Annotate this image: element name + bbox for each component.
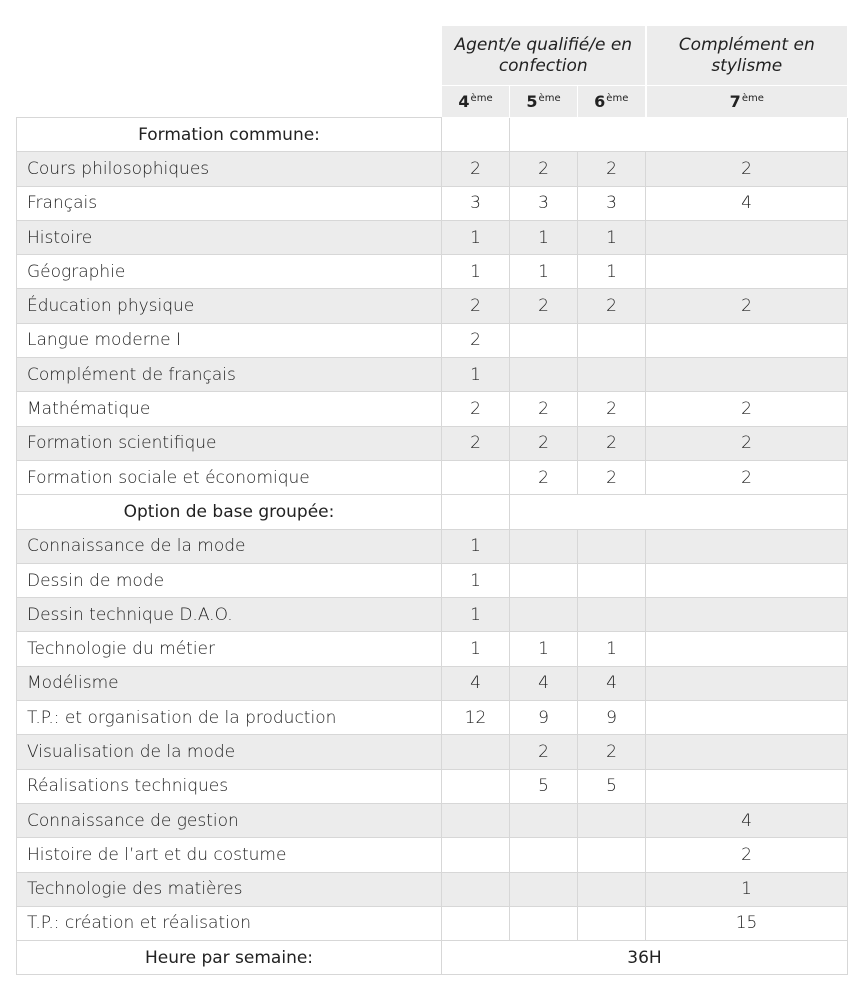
hours-cell-year-5: 9 [510, 701, 578, 735]
total-row [17, 941, 848, 975]
subject-label: Modélisme [17, 666, 442, 700]
table-row [17, 906, 848, 940]
hours-cell-year-6: 2 [578, 289, 646, 323]
hours-cell-year-4: 4 [442, 666, 510, 700]
subject-label: Éducation physique [17, 289, 442, 323]
header-blank-2 [17, 86, 442, 118]
hours-cell-year-5 [510, 838, 578, 872]
hours-cell-year-6: 4 [578, 666, 646, 700]
hours-cell-year-5 [510, 358, 578, 392]
table-row [17, 598, 848, 632]
table-row [17, 838, 848, 872]
subject-label: Formation scientifique [17, 426, 442, 460]
table-row [17, 255, 848, 289]
table-row [17, 701, 848, 735]
hours-cell-year-6: 1 [578, 632, 646, 666]
year-header-5 [510, 86, 578, 118]
hours-cell-year-7: 4 [646, 186, 848, 220]
hours-cell-year-7 [646, 323, 848, 357]
hours-cell-year-7 [646, 563, 848, 597]
table-row [17, 358, 848, 392]
hours-cell-year-6: 9 [578, 701, 646, 735]
hours-cell-year-5 [510, 563, 578, 597]
subject-label: Histoire [17, 220, 442, 254]
section-heading: Formation commune: [17, 118, 442, 152]
hours-cell-year-7 [646, 735, 848, 769]
year-suffix: ème [741, 93, 764, 104]
year-suffix: ème [470, 93, 493, 104]
hours-cell-year-7 [646, 220, 848, 254]
hours-cell-year-4: 1 [442, 598, 510, 632]
hours-cell-year-7: 1 [646, 872, 848, 906]
hours-cell-year-6 [578, 358, 646, 392]
hours-cell-year-5: 2 [510, 460, 578, 494]
hours-cell-year-7 [646, 529, 848, 563]
hours-cell-year-4: 3 [442, 186, 510, 220]
subject-label: Visualisation de la mode [17, 735, 442, 769]
hours-cell-year-6 [578, 323, 646, 357]
table-row [17, 872, 848, 906]
hours-cell-year-4 [442, 838, 510, 872]
subject-label: Histoire de l’art et du costume [17, 838, 442, 872]
table-row [17, 289, 848, 323]
subject-label: Dessin technique D.A.O. [17, 598, 442, 632]
year-number: 5 [526, 92, 538, 111]
section-row [17, 495, 848, 529]
year-header-7 [646, 86, 848, 118]
year-header-4 [442, 86, 510, 118]
subject-label: Géographie [17, 255, 442, 289]
table-body [17, 118, 848, 975]
hours-cell-year-5: 3 [510, 186, 578, 220]
section-heading: Option de base groupée: [17, 495, 442, 529]
empty-cell [442, 495, 510, 529]
hours-cell-year-5: 5 [510, 769, 578, 803]
hours-cell-year-4: 2 [442, 392, 510, 426]
hours-cell-year-6 [578, 906, 646, 940]
hours-cell-year-6 [578, 838, 646, 872]
table-row [17, 632, 848, 666]
hours-cell-year-6 [578, 529, 646, 563]
hours-cell-year-7: 2 [646, 289, 848, 323]
hours-cell-year-4: 2 [442, 289, 510, 323]
year-suffix: ème [606, 93, 629, 104]
year-number: 4 [458, 92, 470, 111]
hours-cell-year-6: 1 [578, 255, 646, 289]
empty-cell [510, 118, 848, 152]
subject-label: Mathématique [17, 392, 442, 426]
table-row [17, 735, 848, 769]
subject-label: Technologie du métier [17, 632, 442, 666]
hours-cell-year-5: 2 [510, 152, 578, 186]
subject-label: Technologie des matières [17, 872, 442, 906]
hours-cell-year-7 [646, 358, 848, 392]
subject-label: Dessin de mode [17, 563, 442, 597]
hours-cell-year-4 [442, 769, 510, 803]
hours-cell-year-7 [646, 701, 848, 735]
total-hours-value: 36H [442, 941, 848, 975]
hours-cell-year-5 [510, 529, 578, 563]
hours-cell-year-6 [578, 598, 646, 632]
table-row [17, 563, 848, 597]
hours-cell-year-6 [578, 803, 646, 837]
hours-cell-year-4 [442, 735, 510, 769]
table-row [17, 186, 848, 220]
hours-cell-year-5 [510, 906, 578, 940]
table-row [17, 803, 848, 837]
hours-cell-year-7: 2 [646, 426, 848, 460]
hours-cell-year-5: 1 [510, 220, 578, 254]
hours-cell-year-6 [578, 872, 646, 906]
hours-cell-year-4: 1 [442, 358, 510, 392]
hours-cell-year-6: 2 [578, 735, 646, 769]
hours-cell-year-5 [510, 803, 578, 837]
hours-cell-year-6 [578, 563, 646, 597]
table-row [17, 460, 848, 494]
hours-cell-year-4: 2 [442, 323, 510, 357]
subject-label: Connaissance de la mode [17, 529, 442, 563]
hours-cell-year-4 [442, 872, 510, 906]
hours-cell-year-6: 3 [578, 186, 646, 220]
hours-cell-year-4 [442, 460, 510, 494]
hours-cell-year-6: 1 [578, 220, 646, 254]
subject-label: Complément de français [17, 358, 442, 392]
hours-cell-year-5 [510, 598, 578, 632]
subject-label: T.P.: et organisation de la production [17, 701, 442, 735]
hours-cell-year-6: 2 [578, 460, 646, 494]
year-header-6 [578, 86, 646, 118]
subject-label: T.P.: création et réalisation [17, 906, 442, 940]
hours-cell-year-5 [510, 872, 578, 906]
hours-cell-year-4: 1 [442, 255, 510, 289]
hours-cell-year-4: 1 [442, 563, 510, 597]
empty-cell [442, 118, 510, 152]
table-row [17, 529, 848, 563]
table-row [17, 152, 848, 186]
hours-cell-year-5: 2 [510, 289, 578, 323]
hours-cell-year-5: 1 [510, 632, 578, 666]
hours-cell-year-4: 12 [442, 701, 510, 735]
course-hours-table [16, 25, 848, 975]
year-number: 6 [594, 92, 606, 111]
year-suffix: ème [538, 93, 561, 104]
subject-label: Connaissance de gestion [17, 803, 442, 837]
hours-cell-year-7: 15 [646, 906, 848, 940]
hours-cell-year-7 [646, 666, 848, 700]
hours-cell-year-5: 4 [510, 666, 578, 700]
table-row [17, 426, 848, 460]
hours-cell-year-4: 1 [442, 529, 510, 563]
hours-cell-year-5: 1 [510, 255, 578, 289]
hours-cell-year-6: 2 [578, 392, 646, 426]
hours-cell-year-6: 5 [578, 769, 646, 803]
table-row [17, 769, 848, 803]
hours-cell-year-4: 1 [442, 220, 510, 254]
hours-cell-year-5 [510, 323, 578, 357]
hours-cell-year-5: 2 [510, 426, 578, 460]
table-row [17, 323, 848, 357]
table-row [17, 392, 848, 426]
hours-cell-year-7 [646, 255, 848, 289]
subject-label: Réalisations techniques [17, 769, 442, 803]
hours-cell-year-7: 2 [646, 838, 848, 872]
hours-cell-year-5: 2 [510, 735, 578, 769]
group-header-agent-qualifie: Agent/e qualifié/e en confection [442, 26, 646, 86]
table-row [17, 220, 848, 254]
header-blank [17, 26, 442, 86]
empty-cell [510, 495, 848, 529]
total-label: Heure par semaine: [17, 941, 442, 975]
hours-cell-year-7: 4 [646, 803, 848, 837]
hours-cell-year-7: 2 [646, 392, 848, 426]
section-row [17, 118, 848, 152]
hours-cell-year-4: 2 [442, 152, 510, 186]
subject-label: Cours philosophiques [17, 152, 442, 186]
hours-cell-year-7 [646, 769, 848, 803]
group-header-complement-stylisme: Complément en stylisme [646, 26, 848, 86]
subject-label: Formation sociale et économique [17, 460, 442, 494]
hours-cell-year-5: 2 [510, 392, 578, 426]
hours-cell-year-4 [442, 803, 510, 837]
hours-cell-year-7: 2 [646, 152, 848, 186]
hours-cell-year-6: 2 [578, 426, 646, 460]
hours-cell-year-4 [442, 906, 510, 940]
subject-label: Langue moderne I [17, 323, 442, 357]
subject-label: Français [17, 186, 442, 220]
hours-cell-year-7 [646, 598, 848, 632]
hours-cell-year-7 [646, 632, 848, 666]
hours-cell-year-4: 1 [442, 632, 510, 666]
table-row [17, 666, 848, 700]
hours-cell-year-6: 2 [578, 152, 646, 186]
hours-cell-year-4: 2 [442, 426, 510, 460]
hours-cell-year-7: 2 [646, 460, 848, 494]
year-number: 7 [729, 92, 741, 111]
